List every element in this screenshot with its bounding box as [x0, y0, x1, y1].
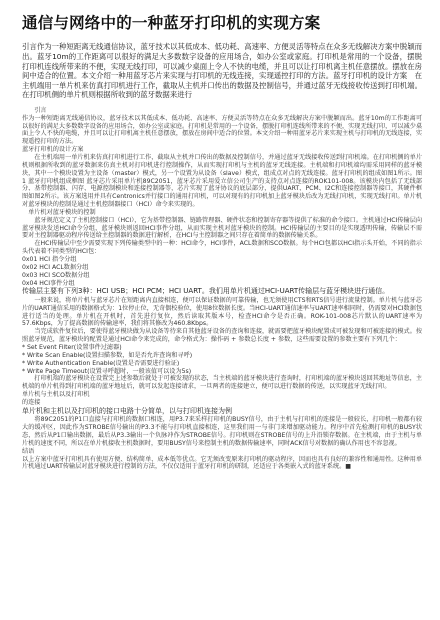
- body-paragraph: 0x04 HCI事件分组: [22, 279, 75, 287]
- body-paragraph: 作为一种短距离无线通信协议，蓝牙技术以其低成本、低功耗、高速率、方便灵活等特点在众多无线解决方案中脱颖而出。蓝牙10m的工作距离可以很好的满足大多数数字设备的应用场合，如办公室或家庭。打印机是常用的一个设备，摆脱打印机连线所带来的不便，实现无线打印，可以减少桌面上令人不快的电缆，并且可以让打印机离主机任意摆放，摆放在房间中适合的位置。本文介绍一种用蓝牙芯片来实现主机与打印机的无线连接，实现遥控打印的方法。: [22, 114, 422, 146]
- body-paragraph: * Write Authentication Enable(设置是否需要进行验证): [22, 359, 180, 367]
- body-paragraph: 引言: [22, 106, 47, 114]
- body-paragraph: * Write Page Timeout(设置寻呼超时，一般该值可以设为5s): [22, 367, 192, 375]
- body-paragraph: 结语: [22, 447, 35, 455]
- body-paragraph: 单片机和主机以及打印机的接口电路十分简单，以与打印机连接为例: [22, 406, 232, 415]
- article-body: [22, 107, 422, 471]
- body-paragraph: * Set Event Filter(设置事件过滤器): [22, 344, 122, 351]
- body-paragraph: 单片机对蓝牙模块的控制: [22, 208, 96, 216]
- body-paragraph: 一般来说，将单片机与蓝牙芯片在短距离内直接相连，便可以保证数据的可靠传输，也无须使用CTS和RTS信号进行流量控制。单片机与蓝牙芯片的UART通信采用的数据格式为：1位停止位，无奇偶校验位，使用8位数据长度。当HCI-UART通信速率与UART速率相同时，仍需要对HCI数据包进行适当的处理。单片机在开机时，首先进行复位，然后读取其版本号，检查HCI命令是否正确。ROK-101-008芯片默认的UART速率为57.6Kbps，为了提高数据的传输速率，我们将其修改为460.8Kbps。: [22, 296, 422, 328]
- body-paragraph: 将89C2051的P1口直接与打印机的数据口相连，用P3.7来采样打印机的BUSY信号，由于主机与打印机的连接是一般较长，打印机一般都有较大的缓冲区，因此作为STROBE信号输出的P3.3不能与打印机直接相连，这里我们用一与非门来增加驱动能力。程序中首先检测打印机的BUSY状态，然后从P1口输出数据，最后从P3.3输出一个负脉冲作为STROBE信号。打印机则在STROBE信号的上升沿锁存数据。在主机端，由于主机与单片机的速度不同，所以在单片机接收主机数据时，要用BUSY信号来控制主机的数据传输速率，同时ACK信号对数据的确认作用也不容忽视。: [22, 416, 422, 447]
- body-paragraph: * Write Scan Enable(设置扫描参数，如是否允许查询和寻呼): [22, 351, 193, 359]
- body-paragraph: 蓝牙打印机的设计方案: [22, 146, 84, 154]
- page-title: 通信与网络中的一种蓝牙打印机的实现方案: [22, 14, 321, 32]
- body-paragraph: 的连接: [22, 398, 41, 406]
- body-paragraph: 在HCI传输层中至少需要实现下列传输类型中的一种：HCI命令，HCI事件，ACL数据和SCO数据。每个HCI包都以HCI指示头开始，不同的指示头代表着不同类型的HCI包：: [22, 240, 422, 256]
- body-paragraph: 打印机端的蓝牙模块在设置完上述参数后就处于可被发现的状态，当主机端的蓝牙模块进行查询时，打印机端的蓝牙模块返回其地址等信息，主机端的单片机得到打印机端的蓝牙地址后，就可以发起连接请求，一旦两者的连接建立，便可以进行数据的传送，以实现蓝牙无线打印。: [22, 375, 422, 391]
- body-paragraph: 0x02 HCI ACL数据分组: [22, 263, 89, 271]
- body-paragraph: 蓝牙规范定义了主机控制接口（HCI），它为基带控制器、链路管理器、硬件状态和控制寄存器等提供了标准的命令接口。主机通过HCI传输层向蓝牙模块发送HCI命令分组，蓝牙模块则返回HCI事件分组，从而实现主机对蓝牙模块的控制。HCI传输层的主要目的是实现透明传输，传输层不需要对主控制器驱动程序传送给主控制器的数据进行解析，在HCI与主控制器之间只存在着简单的数据传输关系。: [22, 216, 422, 240]
- body-paragraph: 0x01 HCI 指令分组: [22, 255, 77, 263]
- body-paragraph: 0x03 HCI SCO数据分组: [22, 271, 90, 279]
- body-paragraph: 以上方案中蓝牙打印机具有使用方便、结构简单、成本低等优点。它无须改变原来打印机的驱动程序，因而也具有良好的兼容性和通用性。这种用单片机通过UART传输层对蓝牙模块进行控制的方法，不仅仅适用于蓝牙打印机的研制，还适应于各类嵌入式的蓝牙系统。■: [22, 455, 422, 471]
- body-paragraph: 当完成软件复位后，要使得蓝牙模块做为从设备等待来自其他蓝牙设备的查询和连接，就需要把蓝牙模块配置成可被发现和可被连接的模式。按照蓝牙规范，蓝牙模块的配置是通过HCI命令来完成的，命令格式为：操作码 + 参数总长度 + 参数，这些需要设置的参数主要有下列几个：: [22, 328, 422, 344]
- abstract-paragraph: 引言作为一种短距离无线通信协议，蓝牙技术以其低成本、低功耗、高速率、方便灵活等特点在众多无线解决方案中脱颖而出。蓝牙10m的工作距离可以很好的满足大多数数字设备的应用场合，如办公室或家庭。打印机是常用的一个设备，摆脱打印机连线所带来的不便，实现无线打印，可以减少桌面上令人不快的电缆，并且可以让打印机离主机任意摆放。摆放在房间中适合的位置。本文介绍一种用蓝牙芯片来实现与打印机的无线连接，实现遥控打印的方法。蓝牙打印机的设计方案 在主机端用一单片机来仿真打印机进行工作，截取从主机并口传出的数据及控制信号，并通过蓝牙无线接收传送到打印机端。在打印机侧的单片机则根据所收到的蓝牙数据来进行: [22, 42, 422, 100]
- body-paragraph: 单片机与主机以及打印机: [22, 391, 90, 399]
- body-paragraph: 在主机端用一单片机来仿真打印机进行工作，截取从主机并口传出的数据及控制信号，并通过蓝牙无线接收传送到打印机端。在打印机侧的单片机则根据所收到的蓝牙数据来仿真主机对打印机进行控制操作，从而实现打印机与主机的蓝牙无线连接。主机端和打印机端均需采用同样的蓝牙模块，其中一个模块设置为主设备（master）模式，另一个设置为从设备（slave）模式，组成点对点的无线连接。蓝牙打印机的组成如图1所示。图1 蓝牙打印机组成框图 蓝牙芯片采用单片机89C2051，蓝牙芯片采用爱立信公司生产的支持点对点连接的ROK101-008。该模块内包括了无线部分、基带控制器、闪存、电源控制模块和连接控制器等，芯片实现了蓝牙协议的底层部分，提供UART、PCM、I2C和连接控制器等接口，其硬件框图如图2所示。该方案选用并具有Centronics并行接口的通用打印机，可以对现有的打印机加上蓝牙模块后改为无线打印机，实现无线打印。单片机对蓝牙模块的控制是通过主机控制器接口（HCI）命令来实现的。: [22, 154, 422, 209]
- body-paragraph: 传输层主要有下列3种：HCI USB；HCI PCM；HCI UART。我们用单片机通过HCI-UART传输层与蓝牙模块进行通信。: [22, 287, 390, 296]
